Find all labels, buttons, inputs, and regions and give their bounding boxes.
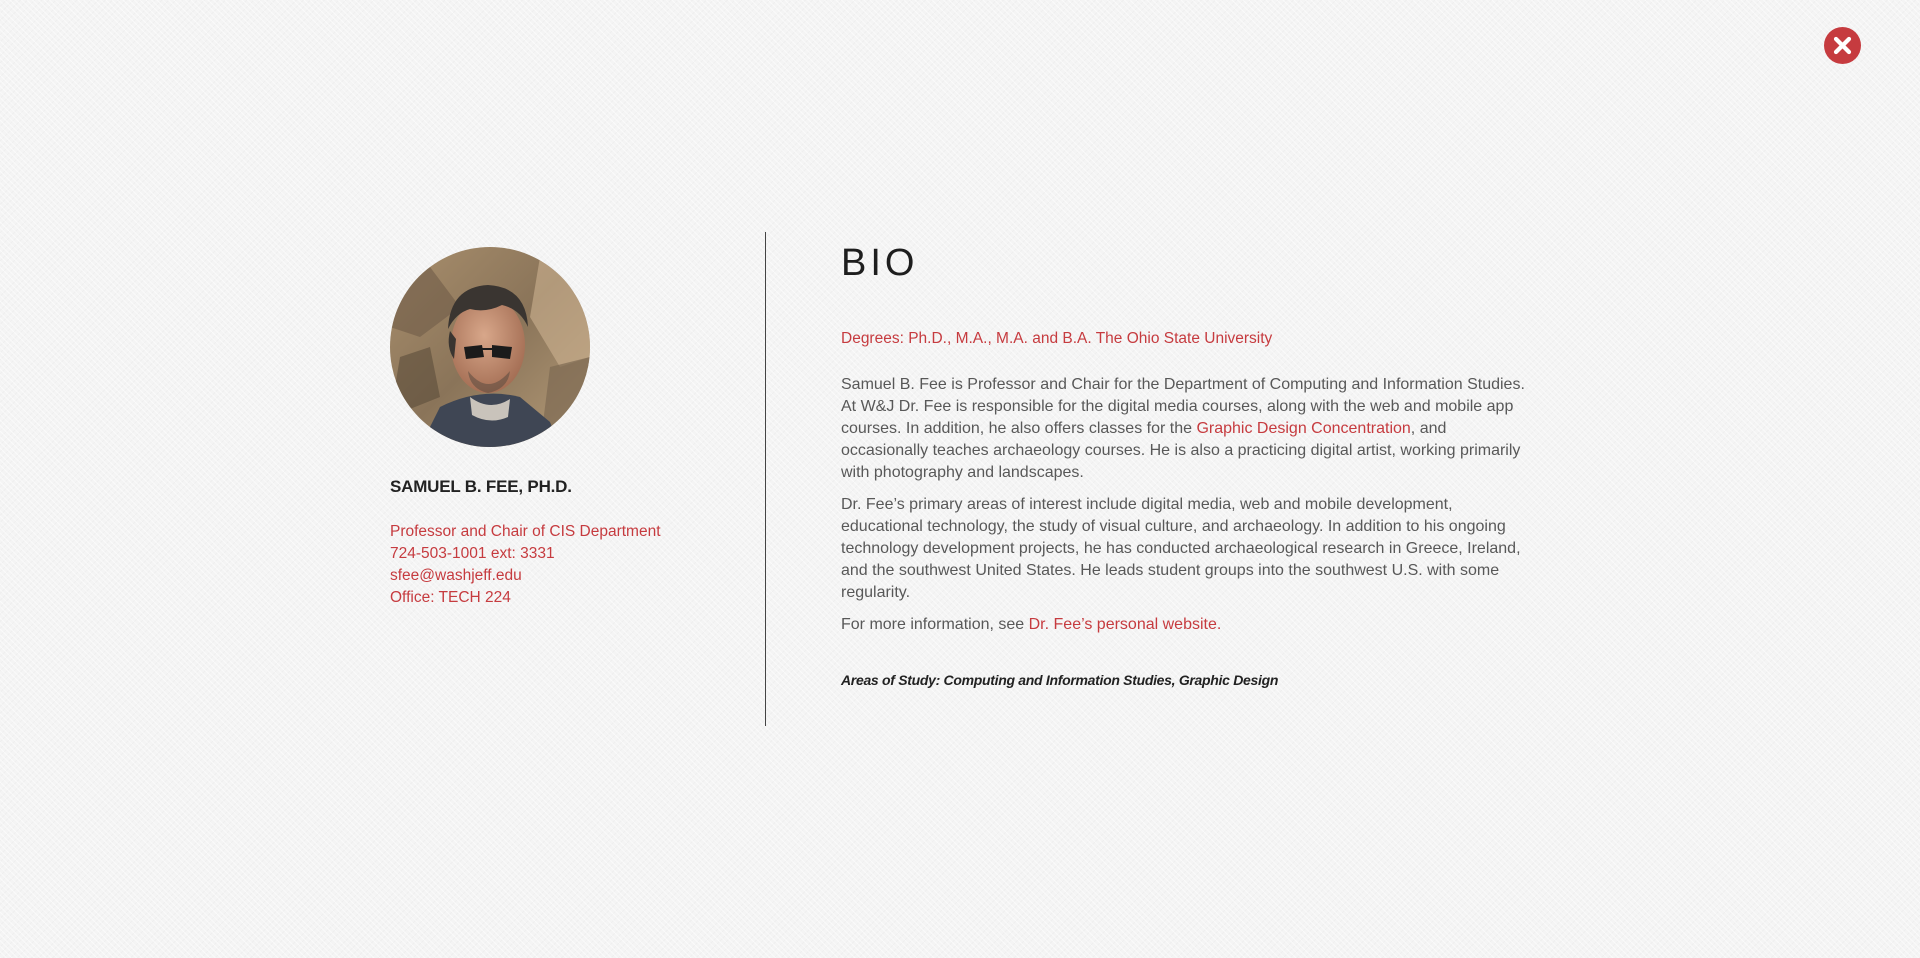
personal-website-link[interactable]: Dr. Fee’s personal website. <box>1028 616 1222 633</box>
email-link[interactable]: sfee@washjeff.edu <box>390 567 522 584</box>
office-location: Office: TECH 224 <box>390 589 511 606</box>
bio-paragraph-1-text: Samuel B. Fee is Professor and Chair for the Department of Computing and Information Studies. At W&J Dr. Fee is responsible for the digital media courses, along with the web and mobile app courses. In addition, he also offers classes for the <box>841 376 1525 437</box>
bio-paragraph-1 <box>841 374 1531 484</box>
degrees: Degrees: Ph.D., M.A., M.A. and B.A. The Ohio State University <box>841 330 1273 347</box>
person-name: SAMUEL B. FEE, PH.D. <box>390 477 572 496</box>
close-icon <box>1824 27 1861 64</box>
bio-section <box>841 240 1531 688</box>
bio-paragraph-2: Dr. Fee’s primary areas of interest include digital media, web and mobile development, educational technology, the study of visual culture, and archaeology. In addition to his ongoing technology development projects, he has conducted archaeological research in Greece, Ireland, and the southwest United States. He leads student groups into the southwest U.S. with some regularity. <box>841 496 1521 601</box>
bio-paragraph-1-tail: , and occasionally teaches archaeology courses. He is also a practicing digital artist, working primarily with photography and landscapes. <box>841 420 1521 481</box>
bio-paragraph-3-text: For more information, see <box>841 616 1029 633</box>
profile-card <box>390 247 720 609</box>
graphic-design-link[interactable]: Graphic Design Concentration <box>1196 420 1411 437</box>
profile-photo <box>390 247 590 447</box>
close-button[interactable] <box>1824 27 1861 64</box>
areas-of-study: Areas of Study: Computing and Information Studies, Graphic Design <box>841 672 1279 688</box>
bio-heading: BIO <box>841 242 919 284</box>
contact-info <box>390 521 720 609</box>
vertical-divider <box>765 232 766 726</box>
avatar <box>390 247 590 447</box>
title-link[interactable]: Professor and Chair of CIS Department <box>390 523 661 540</box>
bio-paragraph-3 <box>841 614 1531 636</box>
phone-number: 724-503-1001 ext: 3331 <box>390 545 555 562</box>
